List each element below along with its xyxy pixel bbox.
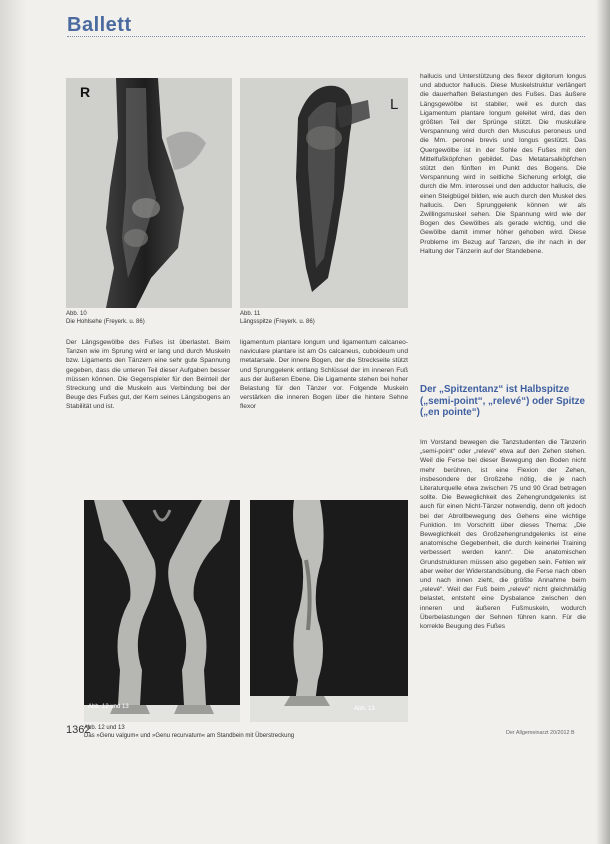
body-text-right-top: hallucis und Unterstützung des flexor digitorum longus und abductor hallucis. Diese Muskelstruktur verlängert die dauerhaften Belastungen des Fußes. Das äußere Längsgewölbe ist stabiler, weil es durch das Ligamentum plantare longum geleitet wird, das den größten Teil der Sprünge stützt. Die muskuläre Verspannung wird durch den Musculus peroneus und die Mm. peronei brevis und longus gestützt. Das Quergewölbe ist in der Sohle des Fußes mit den Mittelfußköpfchen gebildet. Das Metatarsalköpfchen stützt den fünften im Punkt des Bogens. Die Verspannung wird in seitliche Sicherung erfolgt, die durch die Mm. interossei und den adductor hallucis, die einen Steigbügel bilden, wie auch durch den Muskel des hallucis. Den Sprunggelenk können wir als Zwillingsmuskel sehen. Die Spannung wird wie der Bogen des Gewölbes als gerade wichtig, und die Gewölbe damit immer höher gehoben wird. Diese Probleme im Bezug auf Tanzen, die ihr nach in der Haltung der Tänzerin auf der Standebene. (420, 73, 586, 255)
figure-xray-r (66, 78, 232, 308)
page-gutter-shadow (0, 0, 26, 844)
page-edge-shadow (596, 0, 610, 844)
xray-foot-l-image (240, 78, 408, 308)
figure-legs-photo (84, 500, 240, 722)
legs-photo-image (84, 500, 240, 722)
leg-side-photo-image (250, 500, 408, 722)
footer-source: Der Allgemeinarzt 20/2012 B (506, 730, 575, 736)
caption-bottom-figures: Abb. 12 und 13 Das »Genu valgum« und »Genu recurvatum« am Standbein mit Überstreckung (84, 725, 295, 739)
caption-fig-l: Abb. 11 Längsspitze (Freyerk. u. 86) (240, 311, 315, 325)
figure-letter-l: L (390, 96, 399, 113)
section-heading: Der „Spitzentanz“ ist Halbspitze („semi-point“, „relevé“) oder Spitze („en pointe“) (420, 384, 585, 418)
figure-label-bl: Abb. 12 und 13 (88, 704, 129, 710)
header-rule (67, 36, 585, 37)
section-title: Ballett (67, 14, 132, 36)
figure-xray-l (240, 78, 408, 308)
body-text-mid-top: ligamentum plantare longum und ligamentum calcaneo-naviculare plantare ist am Os calcaneus, cuboideum und metatarsale. Der innere Bogen, der die Streckseite stützt und Sprunggelenk entlang Schlüssel der im inneren Fuß aus der äußeren Ebene. Die Ligamente stehen bei hoher Belastung für den Tänzer vor. Folgende Muskeln verstärken die inneren Bogen über die hintere Sehne flexor (240, 339, 408, 411)
body-text-right-bottom: Im Vorstand bewegen die Tanzstudenten die Tänzerin „semi-point“ oder „relevé“ etwa auf den Zehen stehen. Weil die Ferse bei dieser Bewegung den Boden nicht mehr berühren, ist eine Flexion der Zehen, insbesondere der Großzehe nötig, die je nach Literaturquelle etwa zwischen 75 und 90 Grad betragen sollte. Die Beweglichkeit des Zehengrundgelenks ist auch für einen Nicht-Tänzer notwendig, denn oft jedoch bei der Abrollbewegung des Gehens eine wichtige Funktion. Im Vorschritt über dieses Thema: „Die Beweglichkeit des Großzehengrundgelenks ist eine anatomische Gegebenheit, die durch keinerlei Training verbessert werden kann“. Die anatomischen Grundstrukturen müssen also gegeben sein. Fehlen wir aber weiter der Widerstandsübung, die Ferse nach oben und nach innen zieht, die größte Annahme beim „relevé“. Weil der Fuß beim „relevé“ nicht gleichmäßig belastet, entsteht eine Dysbalance zwischen den inneren und äußeren Fußmuskeln, wodurch Überbelastungen der Sehnen führen kann. Für die korrekte Beugung des Fußes (420, 439, 586, 631)
figure-leg-side-photo (250, 500, 408, 722)
body-text-left-top: Der Längsgewölbe des Fußes ist überlastet. Beim Tanzen wie im Sprung wird er lang und durch Muskeln bzw. Ligaments den Tänzern eine sehr gute Spannung gegeben, dass die unteren Teil dieser Aufgaben besser müssen können. Die Gegenspieler für den Beinteil der Streckung und die Muskeln aus Verbindung bei der Beuge des Fußes gut, der Kern seines Längsbogens an Stabilität und ist. (66, 339, 230, 411)
figure-label-br: Abb. 13 (354, 706, 375, 712)
figure-letter-r: R (80, 84, 91, 100)
caption-fig-r: Abb. 10 Die Hohlsehe (Freyerk. u. 86) (66, 311, 145, 325)
xray-foot-r-image (66, 78, 232, 308)
page-number: 1362 (66, 724, 91, 736)
